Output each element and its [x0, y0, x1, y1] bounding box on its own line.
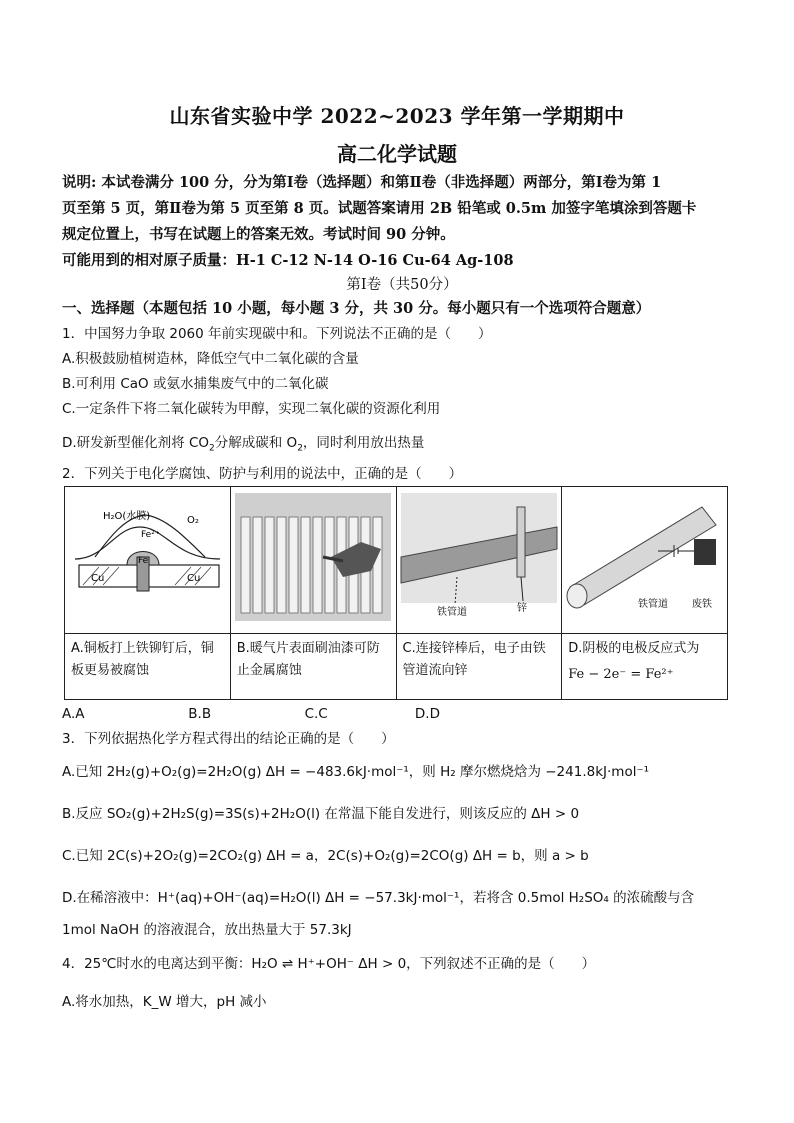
q2-caption-d	[562, 634, 728, 700]
q2-caption-d-line2: Fe − 2e⁻ = Fe²⁺	[568, 667, 674, 682]
q2-option-a: A.A	[62, 706, 85, 722]
q2-caption-b: B.暖气片表面刷油漆可防止金属腐蚀	[230, 634, 396, 700]
q2-figure-table	[64, 486, 728, 700]
label-scrap-iron: 废铁	[692, 599, 713, 610]
label-iron-pipe-c: 铁管道	[436, 607, 467, 618]
q3-option-d-line1: D.在稀溶液中：H⁺(aq)+OH⁻(aq)=H₂O(l) ΔH = −57.3kJ·mol⁻¹，若将含 0.5mol H₂SO₄ 的浓硫酸与含	[62, 890, 695, 906]
q2-figure-b	[230, 487, 396, 634]
cathodic-protection-diagram	[562, 487, 727, 629]
q2-option-c: C.C	[304, 706, 328, 722]
q1-option-b: B.可利用 CaO 或氨水捕集废气中的二氧化碳	[62, 376, 329, 392]
q1-d-pre: D.研发新型催化剂将 CO	[62, 435, 210, 451]
q1-d-sub1: 2	[209, 443, 215, 454]
instructions	[62, 170, 742, 274]
label-iron-pipe-d: 铁管道	[638, 599, 669, 610]
atomic-masses: 可能用到的相对原子质量：H-1 C-12 N-14 O-16 Cu-64 Ag-108	[62, 252, 514, 269]
q4-option-a: A.将水加热，K_W 增大，pH 减小	[62, 994, 267, 1010]
q1-d-post: ，同时利用放出热量	[302, 435, 425, 451]
q3-option-b: B.反应 SO₂(g)+2H₂S(g)=3S(s)+2H₂O(l) 在常温下能自发进行，则该反应的 ΔH > 0	[62, 806, 580, 822]
label-fe-ion: Fe²⁺	[141, 530, 160, 540]
q3-option-a: A.已知 2H₂(g)+O₂(g)=2H₂O(g) ΔH = −483.6kJ·mol⁻¹，则 H₂ 摩尔燃烧焓为 −241.8kJ·mol⁻¹	[62, 764, 649, 780]
q1-option-a: A.积极鼓励植树造林，降低空气中二氧化碳的含量	[62, 351, 359, 367]
question-3	[62, 727, 742, 942]
q2-caption-c: C.连接锌棒后，电子由铁管道流向锌	[396, 634, 562, 700]
instructions-line-2: 页至第 5 页，第Ⅱ卷为第 5 页至第 8 页。试题答案请用 2B 铅笔或 0.5m 加签字笔填涂到答题卡	[62, 200, 697, 217]
q2-caption-d-line1: D.阴极的电极反应式为	[568, 641, 700, 656]
q2-figure-a	[65, 487, 231, 634]
q1-stem: 1．中国努力争取 2060 年前实现碳中和。下列说法不正确的是（ ）	[62, 326, 492, 342]
radiator-photo	[231, 487, 396, 629]
exam-title: 山东省实验中学 2022~2023 学年第一学期期中	[169, 104, 625, 128]
q1-d-sub2: 2	[297, 443, 303, 454]
q3-option-c: C.已知 2C(s)+2O₂(g)=2CO₂(g) ΔH = a，2C(s)+O₂(g)=2CO(g) ΔH = b，则 a > b	[62, 848, 589, 864]
q2-caption-a: A.铜板打上铁铆钉后，铜板更易被腐蚀	[65, 634, 231, 700]
instructions-line-3: 规定位置上，书写在试题上的答案无效。考试时间 90 分钟。	[62, 226, 455, 243]
question-4	[62, 952, 742, 1014]
label-cu-left: Cu	[91, 573, 105, 584]
q2-options	[62, 702, 742, 726]
q2-option-d: D.D	[414, 706, 440, 722]
label-o2: O₂	[187, 515, 199, 526]
q2-figure-c	[396, 487, 562, 634]
exam-subtitle: 高二化学试题	[337, 142, 457, 166]
instructions-line-1: 说明: 本试卷满分 100 分，分为第Ⅰ卷（选择题）和第Ⅱ卷（非选择题）两部分，第Ⅰ卷为第 1	[62, 174, 662, 191]
q1-option-d	[62, 431, 742, 461]
q4-stem: 4．25℃时水的电离达到平衡：H₂O ⇌ H⁺+OH⁻ ΔH > 0，下列叙述不正确的是（ ）	[62, 956, 596, 972]
part1-heading: 第Ⅰ卷（共50分）	[346, 277, 458, 293]
label-zinc: 锌	[516, 603, 527, 614]
question-1	[62, 322, 742, 461]
q2-option-b: B.B	[188, 706, 212, 722]
rivet-corrosion-diagram	[65, 487, 230, 629]
section-title: 一、选择题（本题包括 10 小题，每小题 3 分，共 30 分。每小题只有一个选项符合题意）	[62, 300, 651, 317]
label-cu-right: Cu	[187, 573, 201, 584]
q1-option-c: C.一定条件下将二氧化碳转为甲醇，实现二氧化碳的资源化利用	[62, 401, 441, 417]
q3-option-d-line2: 1mol NaOH 的溶液混合，放出热量大于 57.3kJ	[62, 922, 352, 938]
q2-figure-d	[562, 487, 728, 634]
q1-d-mid: 分解成碳和 O	[214, 435, 298, 451]
label-fe: Fe	[138, 556, 149, 566]
label-water: H₂O(水膜)	[103, 511, 151, 522]
q3-stem: 3．下列依据热化学方程式得出的结论正确的是（ ）	[62, 731, 395, 747]
q2-stem: 2．下列关于电化学腐蚀、防护与利用的说法中，正确的是（ ）	[62, 466, 463, 482]
zinc-rod-pipe-diagram	[397, 487, 562, 629]
